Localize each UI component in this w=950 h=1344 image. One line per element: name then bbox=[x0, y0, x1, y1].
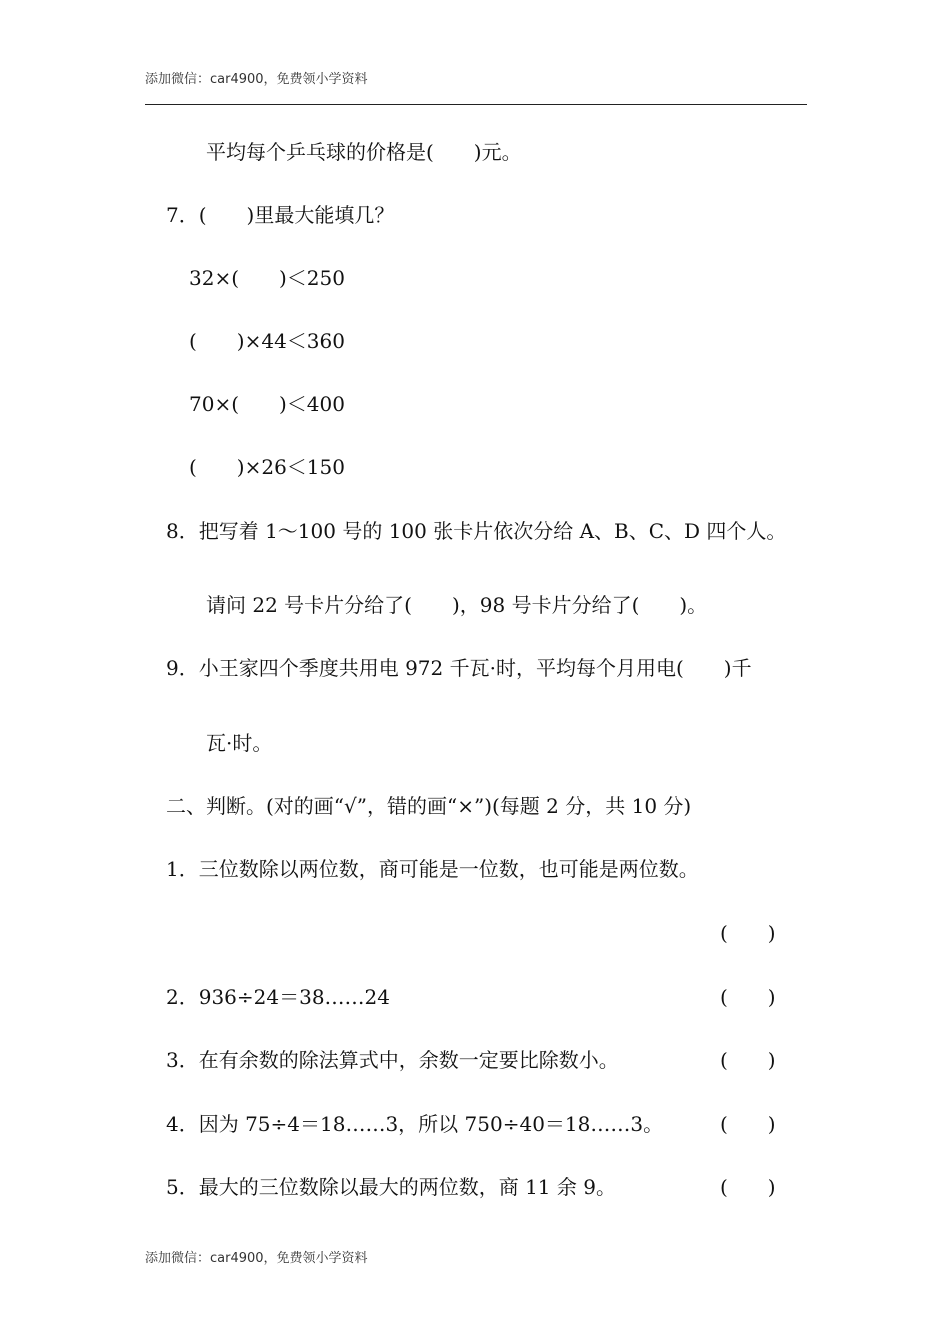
page-header: 添加微信：car4900，免费领小学资料 bbox=[145, 72, 368, 87]
judge-2: 2．936÷24＝38……24 bbox=[166, 985, 391, 1009]
judge-2-answer-box: ( ) bbox=[720, 985, 776, 1009]
q9-continuation: 瓦·时。 bbox=[206, 731, 273, 755]
q8-title: 8．把写着 1～100 号的 100 张卡片依次分给 A、B、C、D 四个人。 bbox=[166, 519, 787, 543]
judge-4-answer-box: ( ) bbox=[720, 1112, 776, 1136]
judge-5-answer-box: ( ) bbox=[720, 1175, 776, 1199]
page-footer: 添加微信：car4900，免费领小学资料 bbox=[145, 1251, 368, 1266]
q7-item-1: 32×( )＜250 bbox=[189, 266, 345, 290]
judge-3-answer-box: ( ) bbox=[720, 1048, 776, 1072]
q9-title: 9．小王家四个季度共用电 972 千瓦·时，平均每个月用电( )千 bbox=[166, 656, 752, 680]
judge-4: 4．因为 75÷4＝18……3，所以 750÷40＝18……3。 bbox=[166, 1112, 664, 1136]
judge-1: 1．三位数除以两位数，商可能是一位数，也可能是两位数。 bbox=[166, 857, 699, 881]
judge-3: 3．在有余数的除法算式中，余数一定要比除数小。 bbox=[166, 1048, 619, 1072]
section-2-heading: 二、判断。(对的画“√”，错的画“×”)(每题 2 分，共 10 分) bbox=[166, 794, 692, 818]
header-divider bbox=[145, 104, 807, 105]
q7-item-3: 70×( )＜400 bbox=[189, 392, 345, 416]
q8-question: 请问 22 号卡片分给了( )，98 号卡片分给了( )。 bbox=[206, 593, 708, 617]
q7-item-4: ( )×26＜150 bbox=[189, 455, 345, 479]
q7-title: 7．( )里最大能填几？ bbox=[166, 203, 395, 227]
judge-1-answer-box: ( ) bbox=[720, 921, 776, 945]
q6-continuation: 平均每个乒乓球的价格是( )元。 bbox=[206, 140, 522, 164]
judge-5: 5．最大的三位数除以最大的两位数，商 11 余 9。 bbox=[166, 1175, 616, 1199]
q7-item-2: ( )×44＜360 bbox=[189, 329, 345, 353]
